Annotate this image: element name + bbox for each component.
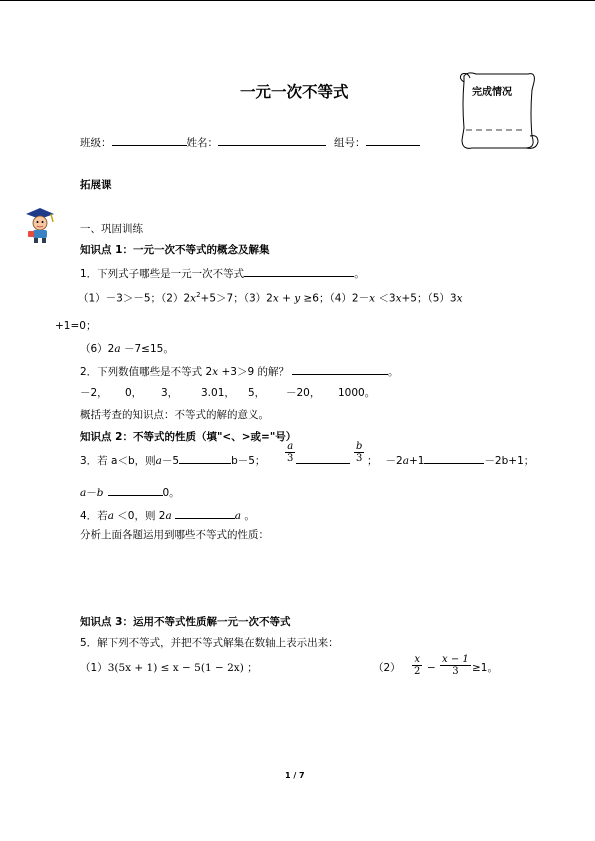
var-a: a [80, 487, 87, 499]
sup-2: 2 [196, 291, 201, 299]
q1-end: 。 [354, 268, 365, 280]
q3-line1 [80, 452, 265, 468]
var-a: a [114, 343, 121, 355]
frac-den: 3 [287, 453, 294, 464]
q3-line2 [80, 484, 180, 500]
q5: 5．解下列不等式，并把不等式解集在数轴上表示出来： [80, 637, 339, 649]
frac-num: b [356, 441, 363, 452]
fraction-x-minus-1-over-3 [440, 654, 471, 677]
q1 [80, 265, 365, 281]
q5-part1 [80, 661, 258, 675]
q3-sep: ； [367, 455, 378, 467]
k2-analysis: 分析上面各题运用到哪些不等式的性质： [80, 529, 269, 541]
k1-heading: 知识点 1：一元一次不等式的概念及解集 [80, 244, 270, 256]
var-b: b [96, 487, 104, 499]
q3-text: +1 [408, 455, 425, 467]
student-mascot-icon [22, 206, 58, 244]
group-blank [366, 134, 420, 146]
q3-blank-1 [179, 452, 231, 464]
q3-blank-3 [424, 452, 484, 464]
q2-text: +3＞9 的解？ [218, 366, 289, 378]
q1-options [78, 288, 463, 306]
q3-blank-4 [108, 484, 163, 496]
opt-text: +5＞7；（3）2 [200, 292, 273, 305]
opt6-text: （6）2 [80, 343, 115, 355]
completion-label: 完成情况 [472, 87, 512, 98]
fraction-a-over-3 [285, 441, 295, 464]
var-a: a [155, 455, 162, 467]
frac-den: 3 [354, 452, 364, 464]
q4-blank [175, 507, 235, 519]
value-item: 0， [125, 387, 143, 399]
var-a: a [165, 510, 172, 522]
var-x: x [212, 366, 219, 378]
var-a: a [107, 510, 114, 522]
name-label: 姓名： [186, 137, 218, 149]
q4 [80, 507, 255, 523]
q3-tail [367, 452, 534, 468]
k1-summary: 概括考查的知识点：不等式的解的意义。 [80, 409, 269, 421]
fraction-b-over-3 [354, 441, 364, 464]
class-label: 班级： [80, 137, 112, 149]
name-blank [218, 134, 326, 146]
value-item: －2， [80, 387, 108, 399]
var-x: x [395, 292, 402, 305]
q2-text: 2．下列数值哪些是不等式 2 [80, 366, 213, 378]
q3-text: 0。 [162, 487, 180, 499]
q3-text: －2 [385, 455, 403, 467]
var-a: a [234, 510, 242, 522]
group-label: 组号： [334, 137, 366, 149]
p1-end: ； [243, 662, 258, 674]
k2-heading: 知识点 2：不等式的性质（填"<、>或="号） [80, 431, 297, 443]
value-item: －20， [286, 387, 321, 399]
value-item: 5， [248, 387, 266, 399]
q1-blank [244, 265, 354, 277]
frac-den: 3 [440, 665, 471, 677]
frac-den: 2 [414, 666, 421, 677]
q2-end: 。 [387, 366, 399, 378]
frac-num: x [414, 654, 420, 665]
part1-heading: 一、巩固训练 [80, 223, 143, 235]
q5-part2-label: （2） [373, 662, 401, 674]
frac-num: x − 1 [442, 654, 469, 665]
p1-label: （1） [80, 662, 108, 674]
class-blank [112, 134, 187, 146]
completion-scroll [454, 70, 540, 152]
q2 [80, 363, 398, 379]
scroll-icon [454, 70, 540, 152]
q3-text: b－5； [231, 455, 266, 467]
fraction-x-over-2 [412, 654, 422, 677]
q2-blank [292, 363, 388, 375]
var-x: x [190, 292, 197, 305]
page-title: 一元一次不等式 [240, 83, 349, 101]
section-extend: 拓展课 [80, 179, 112, 191]
p2-minus: − [427, 662, 436, 674]
q1-options-wrap: +1=0； [55, 320, 97, 332]
page-footer: 1 / 7 [285, 771, 305, 780]
var-x: x [369, 292, 376, 305]
frac-num: a [287, 441, 294, 452]
opt-text: ≥6；（4）2－ [300, 292, 370, 305]
opt-text: + [278, 292, 295, 305]
info-line [80, 134, 420, 150]
var-x: x [272, 292, 279, 305]
value-item: 1000。 [338, 387, 376, 399]
q3-text: 3．若 a＜b，则 [80, 455, 156, 467]
q3-blank-2 [296, 452, 350, 464]
var-y: y [294, 292, 301, 305]
q1-option-6 [80, 342, 174, 356]
q3-text: －2b+1； [484, 455, 535, 467]
value-item: 3.01， [201, 387, 235, 399]
opt-text: ＜3 [375, 292, 396, 305]
q4-text: 4．若 [80, 510, 108, 522]
q3-text: － [86, 487, 97, 499]
value-item: 3， [161, 387, 179, 399]
p2-end: ≥1。 [472, 662, 498, 674]
var-x: x [456, 292, 463, 305]
opt6-text: －7≤15。 [120, 343, 174, 355]
var-a: a [402, 455, 409, 467]
q4-text: ＜0，则 2 [113, 510, 166, 522]
q3-text: －5 [161, 455, 180, 467]
k3-heading: 知识点 3：运用不等式性质解一元一次不等式 [80, 616, 291, 628]
top-rule [0, 0, 595, 1]
q1-text: 1．下列式子哪些是一元一次不等式 [80, 268, 245, 280]
q4-text: 。 [241, 510, 255, 522]
p1-expression: 3(5x + 1) ≤ x − 5(1 − 2x) [107, 662, 244, 674]
opt-text: （1）－3＞－5；（2）2 [78, 292, 191, 305]
opt-text: +5；（5）3 [401, 292, 457, 305]
